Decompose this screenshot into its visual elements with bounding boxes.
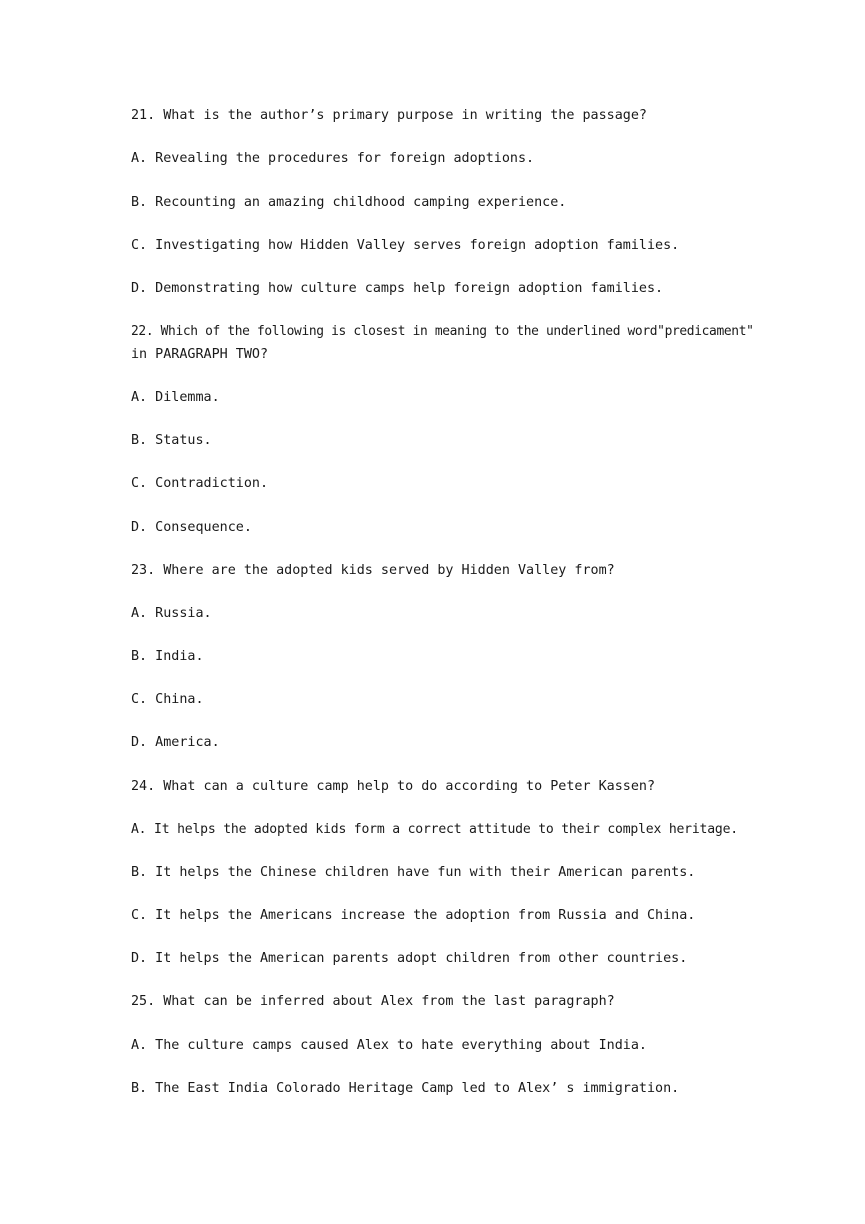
question-24-option-a: A. It helps the adopted kids form a correct attitude to their complex heritage. [131,822,738,837]
question-24-option-b: B. It helps the Chinese children have fun with their American parents. [131,865,696,880]
question-21-stem: 21. What is the author’s primary purpose in writing the passage? [131,108,647,123]
question-21-option-d: D. Demonstrating how culture camps help foreign adoption families. [131,281,664,296]
question-22-option-d: D. Consequence. [131,520,252,535]
question-23-option-b: B. India. [131,649,204,664]
question-24-option-d: D. It helps the American parents adopt children from other countries. [131,951,688,966]
question-24-stem: 24. What can a culture camp help to do according to Peter Kassen? [131,779,656,794]
question-25-option-b: B. The East India Colorado Heritage Camp led to Alex’ s immigration. [131,1081,680,1096]
question-25-stem: 25. What can be inferred about Alex from the last paragraph? [131,994,615,1009]
question-21-option-c: C. Investigating how Hidden Valley serves foreign adoption families. [131,238,680,253]
question-23-option-d: D. America. [131,735,220,750]
question-21-option-b: B. Recounting an amazing childhood camping experience. [131,195,567,210]
question-25-option-a: A. The culture camps caused Alex to hate everything about India. [131,1038,647,1053]
question-24-option-c: C. It helps the Americans increase the adoption from Russia and China. [131,908,696,923]
question-22-option-c: C. Contradiction. [131,476,269,491]
question-23-stem: 23. Where are the adopted kids served by Hidden Valley from? [131,563,615,578]
question-22-stem-line1: 22. Which of the following is closest in meaning to the underlined word"predicament" [131,324,754,339]
question-21-option-a: A. Revealing the procedures for foreign adoptions. [131,151,535,166]
question-22-option-a: A. Dilemma. [131,390,220,405]
question-22-stem-line2: in PARAGRAPH TWO? [131,347,269,362]
question-23-option-a: A. Russia. [131,606,212,621]
question-23-option-c: C. China. [131,692,204,707]
question-22-option-b: B. Status. [131,433,212,448]
